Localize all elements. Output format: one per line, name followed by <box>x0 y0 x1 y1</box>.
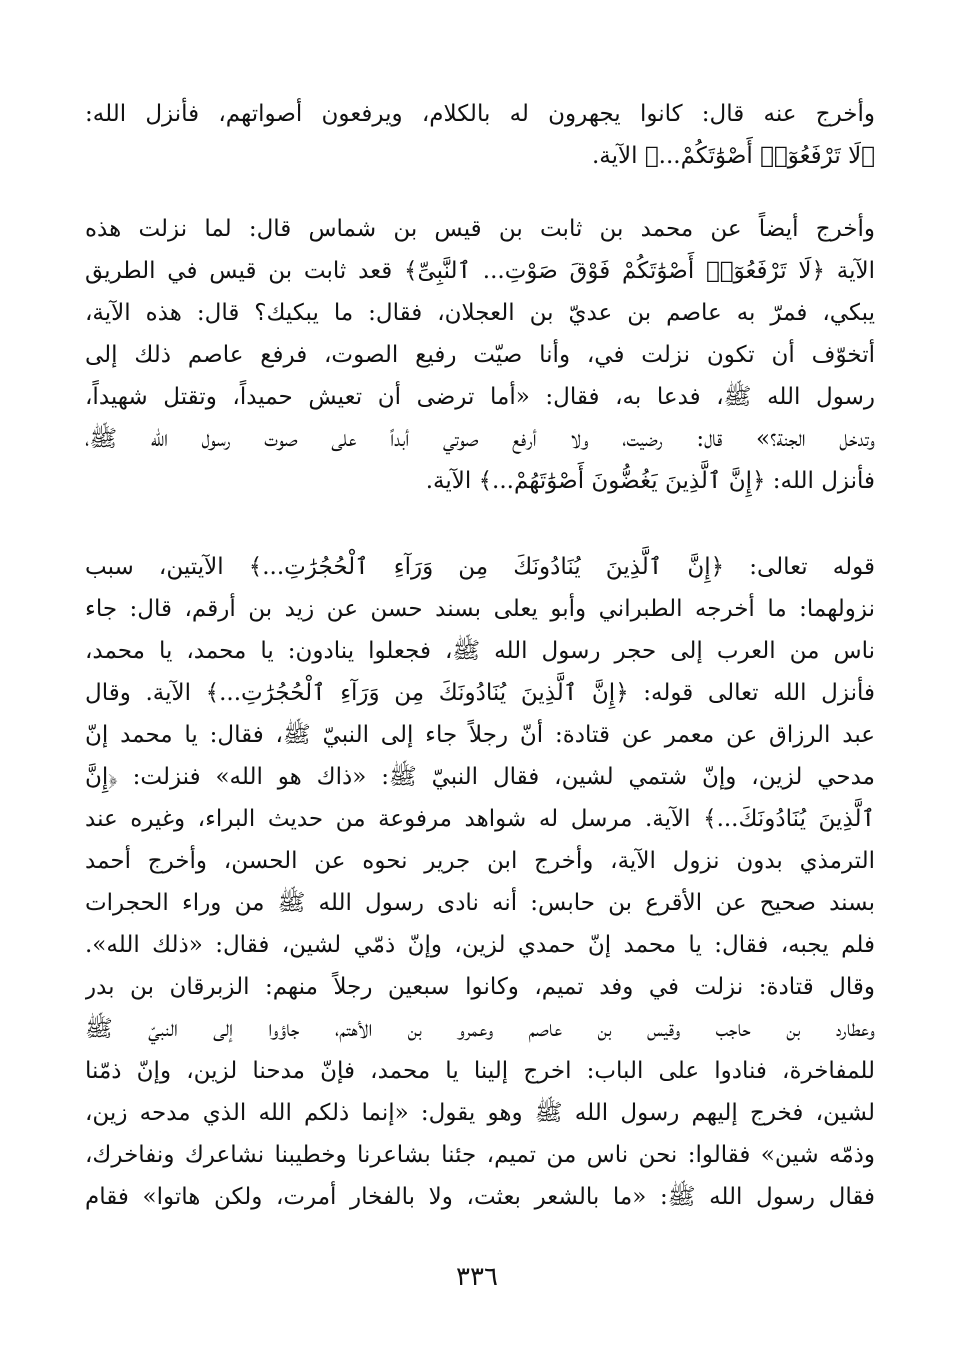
text-line: مدحي لزين، وإنّ شتمي لشين، فقال النبيّ ﷺ: «ذاك هو الله» فنزلت: ﴿إِنَّ <box>85 764 875 790</box>
text-line: الآية ﴿لَا تَرْفَعُوٓا۟ أَصْوَٰتَكُمْ فَوْقَ صَوْتِ... ٱلنَّبِىِّ﴾ قعد ثابت بن قيس في الطريق <box>85 258 875 284</box>
text-line: للمفاخرة، فنادوا على الباب: اخرج إلينا يا محمد، فإنّ مدحنا لزين، وإنّ ذمّنا <box>85 1058 875 1084</box>
text-line: وعطارد بن حاجب وقيس بن عاصم وعمرو بن الأهتم، جاؤوا إلى النبيّ ﷺ <box>85 1016 875 1042</box>
text-line: فأنزل الله تعالى قوله: ﴿إِنَّ ٱلَّذِينَ يُنَادُونَكَ مِن وَرَآءِ ٱلْحُجُرَٰتِ...﴾ الآية. وقال <box>85 680 875 706</box>
paragraph-1 <box>85 93 875 177</box>
text-line: يبكي، فمرّ به عاصم بن عديّ بن العجلان، فقال: ما يبكيك؟ قال: هذه الآية، <box>85 300 875 326</box>
text-line: أتخوّف أن تكون نزلت في، وأنا صيّت رفيع الصوت، فرفع عاصم ذلك إلى <box>85 342 875 368</box>
text-line: رسول الله ﷺ، فدعا به، فقال: «أما ترضى أن تعيش حميداً، وتقتل شهيداً، <box>85 384 875 410</box>
text-line: فلم يجبه، فقال: يا محمد إنّ حمدي لزين، وإنّ ذمّي لشين، فقال: «ذلك الله». <box>85 932 875 958</box>
text-line: وقال قتادة: نزلت في وفد تميم، وكانوا سبعين رجلاً منهم: الزبرقان بن بدر <box>85 974 875 1000</box>
paragraph-2 <box>85 208 875 502</box>
text-line: الترمذي بدون نزول الآية، وأخرج ابن جرير نحوه عن الحسن، وأخرج أحمد <box>85 848 875 874</box>
text-line: ناس من العرب إلى حجر رسول الله ﷺ، فجعلوا ينادون: يا محمد، يا محمد، <box>85 638 875 664</box>
text-line: عبد الرزاق عن معمر عن قتادة: أنّ رجلاً جاء إلى النبيّ ﷺ، فقال: يا محمد إنّ <box>85 722 875 748</box>
text-line: بسند صحيح عن الأقرع بن حابس: أنه نادى رسول الله ﷺ من وراء الحجرات <box>85 890 875 916</box>
text-line: وتدخل الجنة؟» قال: رضيت، ولا أرفع صوتي أبداً على صوت رسول الله ﷺ، <box>85 426 875 452</box>
text-line: لشين، فخرج إليهم رسول الله ﷺ وهو يقول: «إنما ذلكم الله الذي مدحه زين، <box>85 1100 875 1126</box>
text-line: فأنزل الله: ﴿إِنَّ ٱلَّذِينَ يَغُضُّونَ أَصْوَٰتَهُمْ...﴾ الآية. <box>425 468 875 494</box>
page-number: ٣٣٦ <box>456 1262 498 1292</box>
text-line: ٱلَّذِينَ يُنَادُونَكَ...﴾ الآية. مرسل له شواهد مرفوعة من حديث البراء، وغيره عند <box>85 806 875 832</box>
text-line: وذمّه شين» فقالوا: نحن ناس من تميم، جئنا بشاعرنا وخطيبنا نشاعرك ونفاخرك، <box>85 1142 875 1168</box>
text-line: وأخرج أيضاً عن محمد بن ثابت بن قيس بن شماس قال: لما نزلت هذه <box>85 216 875 242</box>
text-line: وأخرج عنه قال: كانوا يجهرون له بالكلام، ويرفعون أصواتهم، فأنزل الله: <box>85 101 875 127</box>
text-line: فقال رسول الله ﷺ: «ما بالشعر بعثت، ولا بالفخار أمرت، ولكن هاتوا» فقام <box>85 1184 875 1210</box>
text-line: قوله تعالى: ﴿إِنَّ ٱلَّذِينَ يُنَادُونَكَ مِن وَرَآءِ ٱلْحُجُرَٰتِ...﴾ الآيتين، سبب <box>85 554 875 580</box>
text-line: ﴿لَا تَرْفَعُوٓا۟ أَصْوَٰتَكُمْ...﴾ الآية. <box>591 143 875 169</box>
paragraph-3 <box>85 546 875 1218</box>
text-line: نزولهما: ما أخرجه الطبراني وأبو يعلى بسند حسن عن زيد بن أرقم، قال: جاء <box>85 596 875 622</box>
